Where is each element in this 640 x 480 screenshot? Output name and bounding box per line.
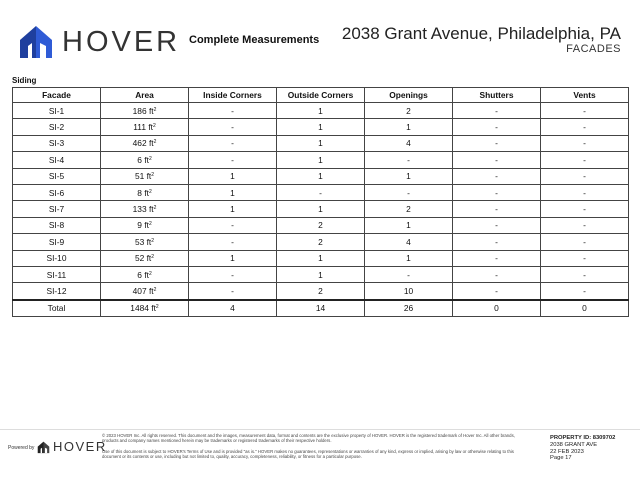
cell-facade: SI-12 bbox=[13, 283, 101, 300]
hover-house-logo-icon bbox=[18, 22, 54, 60]
property-short-address: 2038 GRANT AVE bbox=[550, 441, 598, 448]
cell-shutters: 0 bbox=[453, 300, 541, 317]
table-row bbox=[13, 266, 629, 282]
cell-outside: 2 bbox=[277, 234, 365, 250]
cell-area bbox=[101, 103, 189, 119]
cell-vents: - bbox=[541, 217, 629, 233]
area-unit: ft bbox=[148, 122, 153, 133]
cell-inside: - bbox=[189, 135, 277, 151]
area-value: 8 bbox=[137, 187, 142, 198]
table-row bbox=[13, 168, 629, 184]
copyright-text: © 2023 HOVER Inc. All rights reserved. This document and the images, measurement data, format and contents are the exclusive property of HOVER. HOVER is the registered trademark of Hover Inc. All other brands, products and company names mentioned herein may be trademarks or registered trademarks of their respective holders. bbox=[102, 433, 515, 444]
cell-area bbox=[101, 135, 189, 151]
group-label: Siding bbox=[12, 76, 37, 85]
area-value: 111 bbox=[133, 122, 146, 133]
cell-shutters: - bbox=[453, 266, 541, 282]
brand-wordmark: HOVER bbox=[62, 26, 181, 58]
area-value: 9 bbox=[137, 220, 142, 231]
report-date: 22 FEB 2023 bbox=[550, 448, 584, 455]
area-unit: ft bbox=[144, 269, 149, 280]
cell-outside: 1 bbox=[277, 266, 365, 282]
footer-divider bbox=[0, 429, 640, 430]
area-value: 6 bbox=[137, 154, 142, 165]
cell-inside: - bbox=[189, 152, 277, 168]
column-header: Shutters bbox=[453, 88, 541, 103]
terms-text: Use of this document is subject to HOVER's Terms of Use and is provided "as is." HOVER makes no guarantees, representations or warranties of any kind, express or implied, arising by law or otherwise relating to this document or its contents or use, including but not limited to, quality, accuracy, completeness, reliability, or fitness for a particular purpose. bbox=[102, 448, 514, 460]
area-unit-exponent: 2 bbox=[148, 188, 152, 195]
area-value: 6 bbox=[137, 269, 142, 280]
table-row bbox=[13, 103, 629, 119]
cell-openings: - bbox=[365, 152, 453, 168]
area-unit-exponent: 2 bbox=[148, 155, 152, 162]
cell-vents: - bbox=[541, 135, 629, 151]
cell-inside: 1 bbox=[189, 184, 277, 200]
cell-area bbox=[101, 300, 189, 317]
footer-brand-wordmark: HOVER bbox=[53, 439, 107, 454]
table-row bbox=[13, 201, 629, 217]
cell-openings: 10 bbox=[365, 283, 453, 300]
cell-facade: SI-3 bbox=[13, 135, 101, 151]
cell-facade: SI-10 bbox=[13, 250, 101, 266]
cell-openings: - bbox=[365, 266, 453, 282]
area-unit-exponent: 2 bbox=[153, 286, 157, 293]
cell-outside: 1 bbox=[277, 119, 365, 135]
cell-facade: SI-6 bbox=[13, 184, 101, 200]
cell-vents: - bbox=[541, 184, 629, 200]
cell-inside: 4 bbox=[189, 300, 277, 317]
cell-area bbox=[101, 250, 189, 266]
cell-outside: 2 bbox=[277, 283, 365, 300]
cell-vents: 0 bbox=[541, 300, 629, 317]
table-row bbox=[13, 234, 629, 250]
cell-vents: - bbox=[541, 119, 629, 135]
hover-small-logo-icon bbox=[37, 440, 50, 454]
cell-inside: - bbox=[189, 119, 277, 135]
legal-notice bbox=[102, 433, 522, 465]
cell-area bbox=[101, 184, 189, 200]
column-header: Facade bbox=[13, 88, 101, 103]
cell-outside: 1 bbox=[277, 103, 365, 119]
cell-shutters: - bbox=[453, 168, 541, 184]
area-unit: ft bbox=[148, 105, 154, 116]
cell-openings: - bbox=[365, 184, 453, 200]
table-row bbox=[13, 152, 629, 168]
cell-shutters: - bbox=[453, 201, 541, 217]
powered-by-label: Powered by bbox=[8, 445, 35, 451]
cell-area bbox=[101, 266, 189, 282]
area-value: 51 bbox=[134, 171, 145, 182]
cell-outside: 1 bbox=[277, 152, 365, 168]
area-value: 1484 bbox=[130, 303, 149, 314]
area-unit: ft bbox=[146, 171, 152, 182]
cell-inside: - bbox=[189, 283, 277, 300]
cell-outside: - bbox=[277, 184, 365, 200]
cell-openings: 2 bbox=[365, 103, 453, 119]
cell-shutters: - bbox=[453, 217, 541, 233]
cell-inside: - bbox=[189, 217, 277, 233]
cell-facade: SI-5 bbox=[13, 168, 101, 184]
cell-facade: SI-7 bbox=[13, 201, 101, 217]
area-unit-exponent: 2 bbox=[153, 106, 157, 113]
area-unit-exponent: 2 bbox=[153, 139, 157, 146]
cell-inside: - bbox=[189, 103, 277, 119]
area-unit-exponent: 2 bbox=[152, 123, 156, 130]
area-unit: ft bbox=[146, 236, 152, 247]
cell-shutters: - bbox=[453, 152, 541, 168]
table-row bbox=[13, 119, 629, 135]
cell-inside: - bbox=[189, 266, 277, 282]
cell-openings: 1 bbox=[365, 250, 453, 266]
area-unit-exponent: 2 bbox=[151, 237, 155, 244]
area-unit-exponent: 2 bbox=[155, 304, 159, 311]
cell-facade: SI-1 bbox=[13, 103, 101, 119]
cell-vents: - bbox=[541, 266, 629, 282]
area-unit-exponent: 2 bbox=[148, 270, 152, 277]
cell-outside: 2 bbox=[277, 217, 365, 233]
column-header: Outside Corners bbox=[277, 88, 365, 103]
cell-area bbox=[101, 217, 189, 233]
cell-shutters: - bbox=[453, 184, 541, 200]
property-address: 2038 Grant Avenue, Philadelphia, PA bbox=[341, 24, 621, 43]
cell-shutters: - bbox=[453, 103, 541, 119]
cell-outside: 14 bbox=[277, 300, 365, 317]
cell-facade: SI-8 bbox=[13, 217, 101, 233]
area-unit-exponent: 2 bbox=[153, 205, 157, 212]
cell-openings: 4 bbox=[365, 135, 453, 151]
area-unit: ft bbox=[144, 154, 149, 165]
column-header: Area bbox=[101, 88, 189, 103]
cell-facade: SI-11 bbox=[13, 266, 101, 282]
cell-facade: Total bbox=[13, 300, 101, 317]
area-value: 186 bbox=[132, 105, 147, 116]
cell-inside: 1 bbox=[189, 201, 277, 217]
cell-openings: 2 bbox=[365, 201, 453, 217]
area-unit: ft bbox=[151, 303, 156, 314]
page-number: Page 17 bbox=[550, 455, 572, 462]
cell-shutters: - bbox=[453, 135, 541, 151]
area-value: 53 bbox=[134, 236, 145, 247]
cell-inside: 1 bbox=[189, 168, 277, 184]
cell-facade: SI-9 bbox=[13, 234, 101, 250]
cell-area bbox=[101, 201, 189, 217]
cell-openings: 1 bbox=[365, 217, 453, 233]
area-unit: ft bbox=[148, 204, 154, 215]
cell-area bbox=[101, 234, 189, 250]
cell-vents: - bbox=[541, 168, 629, 184]
area-unit-exponent: 2 bbox=[148, 221, 152, 228]
area-unit: ft bbox=[144, 220, 149, 231]
table-total-row bbox=[13, 300, 629, 317]
column-header: Vents bbox=[541, 88, 629, 103]
cell-facade: SI-4 bbox=[13, 152, 101, 168]
area-unit: ft bbox=[148, 138, 154, 149]
table-row bbox=[13, 250, 629, 266]
cell-facade: SI-2 bbox=[13, 119, 101, 135]
property-info bbox=[550, 435, 615, 462]
area-unit: ft bbox=[146, 253, 152, 264]
cell-openings: 26 bbox=[365, 300, 453, 317]
table-body bbox=[13, 103, 629, 317]
measurements-table bbox=[12, 87, 629, 317]
cell-outside: 1 bbox=[277, 168, 365, 184]
column-header: Inside Corners bbox=[189, 88, 277, 103]
area-unit-exponent: 2 bbox=[151, 254, 155, 261]
area-value: 133 bbox=[132, 204, 147, 215]
cell-shutters: - bbox=[453, 119, 541, 135]
cell-inside: 1 bbox=[189, 250, 277, 266]
cell-inside: - bbox=[189, 234, 277, 250]
cell-openings: 4 bbox=[365, 234, 453, 250]
cell-shutters: - bbox=[453, 250, 541, 266]
cell-vents: - bbox=[541, 234, 629, 250]
area-unit: ft bbox=[148, 285, 154, 296]
cell-vents: - bbox=[541, 201, 629, 217]
cell-vents: - bbox=[541, 283, 629, 300]
column-header: Openings bbox=[365, 88, 453, 103]
area-unit: ft bbox=[144, 187, 149, 198]
cell-area bbox=[101, 168, 189, 184]
section-title: FACADES bbox=[566, 43, 621, 55]
table-header-row bbox=[13, 88, 629, 103]
area-value: 407 bbox=[132, 285, 147, 296]
area-unit-exponent: 2 bbox=[151, 172, 155, 179]
cell-area bbox=[101, 283, 189, 300]
cell-vents: - bbox=[541, 250, 629, 266]
cell-openings: 1 bbox=[365, 168, 453, 184]
property-id: PROPERTY ID: 8309702 bbox=[550, 435, 616, 441]
table-row bbox=[13, 135, 629, 151]
cell-outside: 1 bbox=[277, 250, 365, 266]
document-title: Complete Measurements bbox=[189, 34, 320, 46]
table-row bbox=[13, 184, 629, 200]
cell-outside: 1 bbox=[277, 201, 365, 217]
cell-shutters: - bbox=[453, 283, 541, 300]
cell-area bbox=[101, 152, 189, 168]
cell-shutters: - bbox=[453, 234, 541, 250]
report-header bbox=[0, 0, 640, 70]
area-value: 462 bbox=[132, 138, 147, 149]
table-row bbox=[13, 283, 629, 300]
cell-vents: - bbox=[541, 103, 629, 119]
cell-vents: - bbox=[541, 152, 629, 168]
cell-outside: 1 bbox=[277, 135, 365, 151]
table-row bbox=[13, 217, 629, 233]
cell-area bbox=[101, 119, 189, 135]
cell-openings: 1 bbox=[365, 119, 453, 135]
area-value: 52 bbox=[134, 253, 145, 264]
